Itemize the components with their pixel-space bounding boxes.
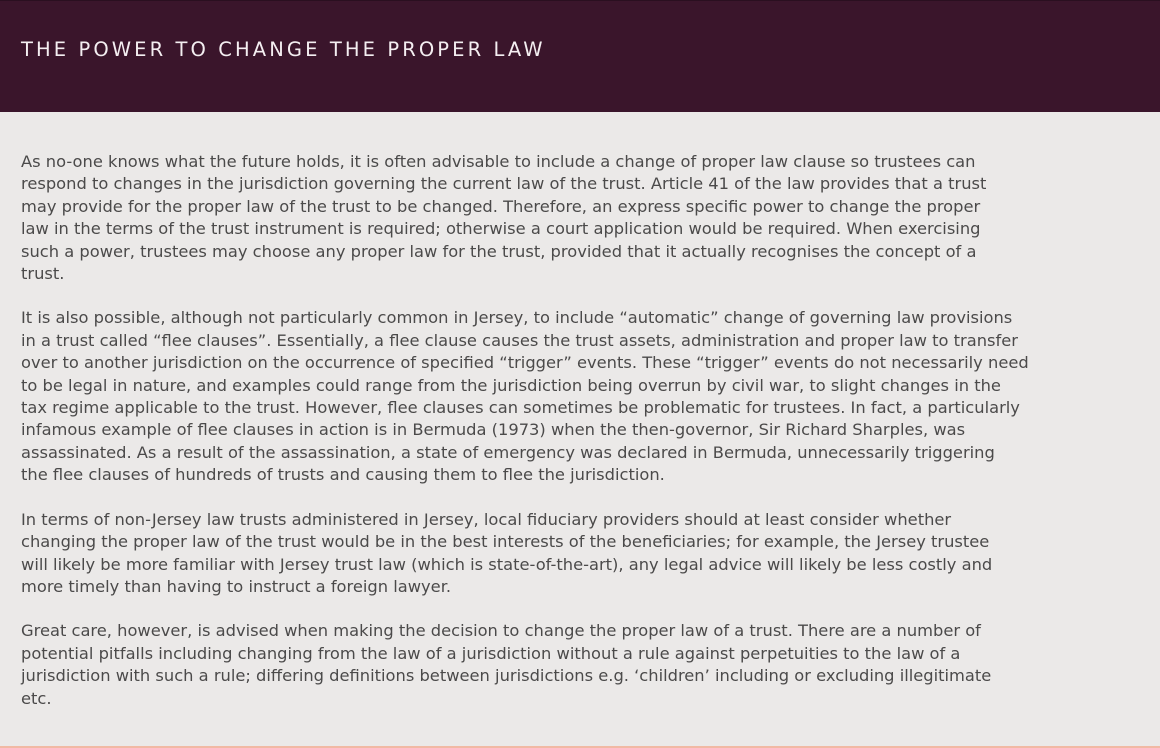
header-banner — [0, 0, 1160, 112]
paragraph-flee-clauses: It is also possible, although not particularly common in Jersey, to include “automatic” change of governing law provisions in a trust called “flee clauses”. Essentially, a flee clause causes the trust assets, administration and proper law to transfer over to another jurisdiction on the occurrence of specified “trigger” events. These “trigger” events do not necessarily need to be legal in nature, and examples could range from the jurisdiction being overrun by civil war, to slight changes in the tax regime applicable to the trust. However, flee clauses can sometimes be problematic for trustees. In fact, a particularly infamous example of flee clauses in action is in Bermuda (1973) when the then-governor, Sir Richard Sharples, was assassinated. As a result of the assassination, a state of emergency was declared in Bermuda, unnecessarily triggering the flee clauses of hundreds of trusts and causing them to flee the jurisdiction. — [21, 308, 1029, 485]
page-title: THE POWER TO CHANGE THE PROPER LAW — [21, 38, 546, 61]
paragraph-non-jersey-trusts: In terms of non-Jersey law trusts administered in Jersey, local fiduciary providers should at least consider whether changing the proper law of the trust would be in the best interests of the beneficiaries; for example, the Jersey trustee will likely be more familiar with Jersey trust law (which is state-of-the-art), any legal advice will likely be less costly and more timely than having to instruct a foreign lawyer. — [21, 509, 993, 596]
paragraph-pitfalls: Great care, however, is advised when making the decision to change the proper law of a trust. There are a number of potential pitfalls including changing from the law of a jurisdiction without a rule against perpetuities to the law of a jurisdiction with such a rule; differing definitions between jurisdictions e.g. ‘children’ including or excluding illegitimate etc. — [21, 621, 992, 708]
paragraph-change-of-proper-law: As no-one knows what the future holds, it is often advisable to include a change of proper law clause so trustees can respond to changes in the jurisdiction governing the current law of the trust. Article 41 of the law provides that a trust may provide for the proper law of the trust to be changed. Therefore, an express specific power to change the proper law in the terms of the trust instrument is required; otherwise a court application would be required. When exercising such a power, trustees may choose any proper law for the trust, provided that it actually recognises the concept of a trust. — [21, 152, 987, 284]
article-body — [21, 151, 1160, 732]
